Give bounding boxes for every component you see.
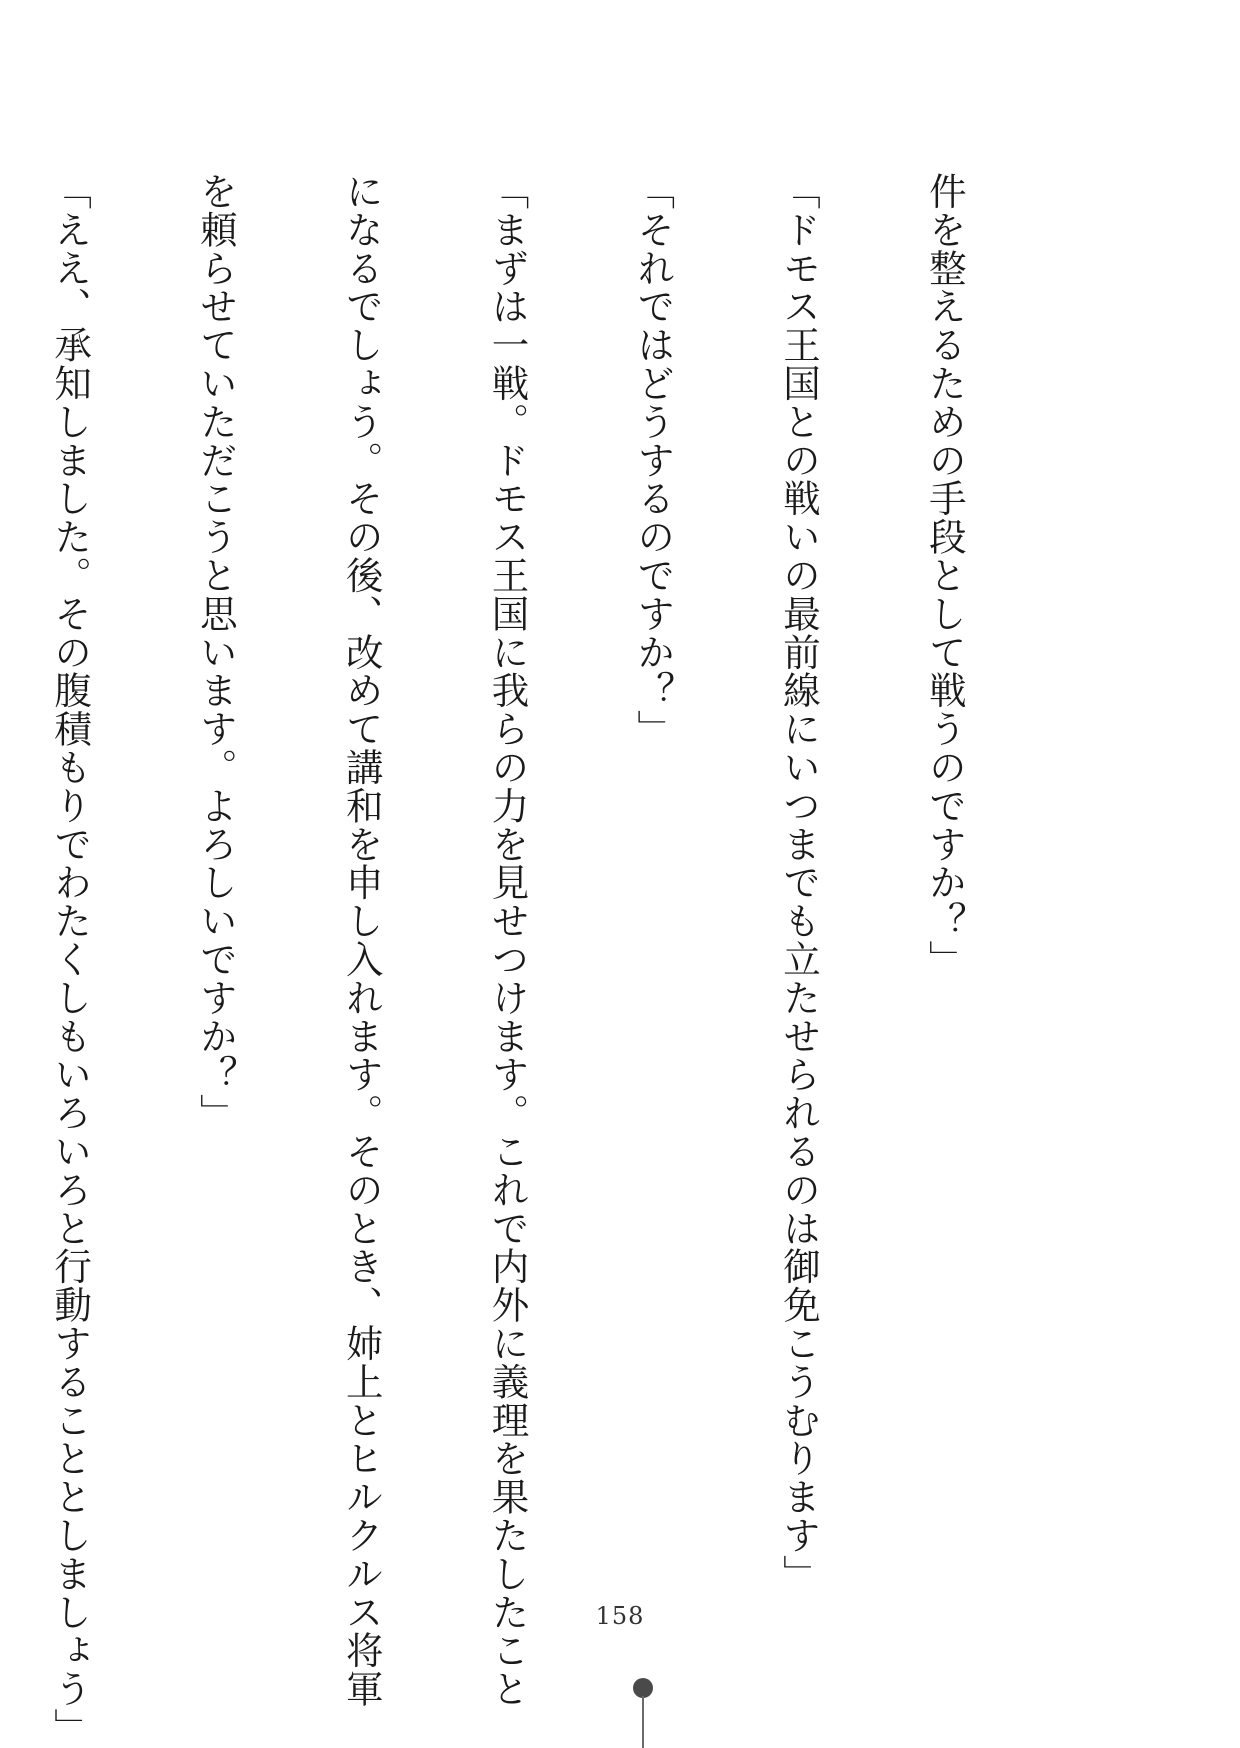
text-line: 「まずは一戦。ドモス王国に我らの力を見せつけます。これで内外に義理を果たしたこと [485,172,530,1708]
bookmark-line [642,1696,644,1748]
text-line: 「ええ、承知しました。その腹積もりでわたくしもいろいろと行動することとしましょう」 [48,172,93,1747]
text-line: 「ドモス王国との戦いの最前線にいつまでも立たせられるのは御免こうむります」 [777,172,822,1593]
page-number: 158 [595,1602,645,1630]
bookmark-dot-icon [633,1678,653,1698]
text-line: 「それではどうするのですか？」 [631,172,676,748]
text-line: になるでしょう。その後、改めて講和を申し入れます。そのとき、姉上とヒルクルス将軍 [339,172,384,1708]
text-line: 件を整えるための手段として戦うのですか？」 [922,172,967,979]
text-line: を頼らせていただこうと思います。よろしいですか？」 [193,172,238,1132]
